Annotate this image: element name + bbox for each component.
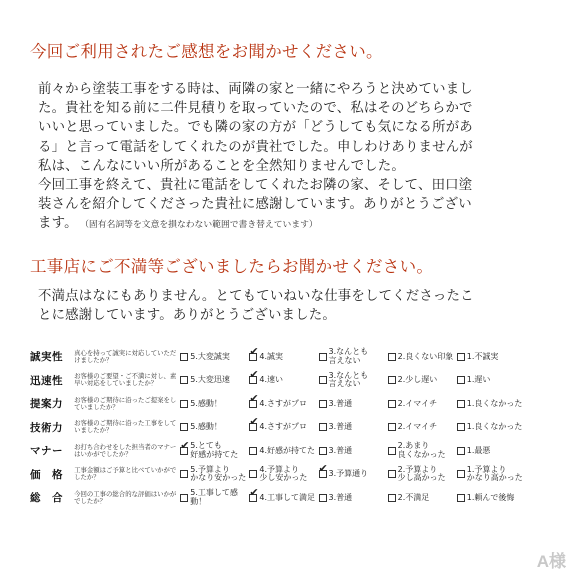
survey-option (180, 463, 249, 487)
checkbox (180, 376, 188, 384)
section1-title: 今回ご利用されたご感想をお聞かせください。 (30, 42, 383, 61)
survey-option (249, 345, 318, 369)
option-label: 3.予算通り (328, 469, 369, 479)
checked-checkbox (249, 353, 257, 361)
survey-option (457, 463, 526, 487)
option-label: 4.誠実 (259, 351, 284, 361)
survey-option (388, 369, 457, 393)
checkbox (388, 400, 396, 408)
survey-row (30, 416, 526, 440)
survey-category: 総 合 (30, 492, 63, 505)
survey-row (30, 486, 526, 510)
survey-row (30, 463, 526, 487)
option-label: 4.工事して満足 (259, 492, 316, 502)
checkbox (457, 494, 465, 502)
checkbox (457, 353, 465, 361)
answer-line: いいと思っていました。でも隣の家の方が「どうしても気になる所があ (38, 120, 473, 136)
survey-option (249, 463, 318, 487)
option-label: 5.とても 好感が持てた (190, 441, 239, 459)
checkbox (457, 447, 465, 455)
survey-table (30, 345, 526, 510)
option-label: 1.不誠実 (466, 351, 499, 361)
option-label: 1.最悪 (466, 445, 491, 455)
checkbox (319, 423, 327, 431)
checked-checkbox (249, 400, 257, 408)
answer-line: 今回工事を終えて、貴社に電話をしてくれたお隣の家、そして、田口塗 (38, 178, 473, 194)
survey-question: お客様のご期待に沿った工事をしていましたか？ (74, 419, 177, 435)
checkbox (388, 470, 396, 478)
survey-question: 今回の工事の総合的な評価はいかがでしたか？ (74, 489, 177, 505)
option-label: 2.良くない印象 (397, 351, 454, 361)
survey-option (249, 392, 318, 416)
section2-answer (38, 287, 554, 325)
checkbox (319, 400, 327, 408)
survey-option (180, 392, 249, 416)
checked-checkbox (249, 376, 257, 384)
option-label: 2.少し遅い (397, 375, 438, 385)
survey-option (319, 486, 388, 510)
option-label: 4.さすがプロ (259, 398, 308, 408)
survey-row (30, 369, 526, 393)
answer-line: 不満点はなにもありません。とてもていねいな仕事をしてくださったこ (38, 289, 474, 304)
option-label: 2.イマイチ (397, 398, 438, 408)
option-label: 3.普通 (328, 445, 353, 455)
survey-question: 真心を持って誠実に対応していただけましたか？ (74, 348, 177, 364)
survey-option (457, 416, 526, 440)
option-label: 1.良くなかった (466, 422, 523, 432)
survey-option (319, 463, 388, 487)
checkbox (319, 376, 327, 384)
section2-title: 工事店にご不満等ございましたらお聞かせください。 (30, 257, 434, 276)
answer-line: とに感謝しています。ありがとうございました。 (38, 308, 336, 324)
survey-option (319, 416, 388, 440)
survey-question: お打ち合わせをした担当者のマナーはいかがでしたか？ (74, 442, 177, 458)
option-label: 3.なんとも 言えない (328, 347, 369, 365)
answer-line: 装さんを紹介してくださった貴社に感謝しています。ありがとうござい (38, 197, 472, 213)
option-label: 1.予算より かなり高かった (466, 464, 523, 483)
survey-option (388, 345, 457, 369)
survey-question: お客様のご期待に沿ったご提案をしていましたか？ (74, 395, 177, 411)
option-label: 2.イマイチ (397, 422, 438, 432)
survey-row (30, 439, 526, 463)
survey-question: 工事金額はご予算と比べていかがでしたか？ (74, 466, 177, 482)
checkbox (388, 494, 396, 502)
option-label: 5.大変誠実 (190, 351, 230, 361)
survey-option (457, 439, 526, 463)
checkbox (180, 353, 188, 361)
survey-option (457, 486, 526, 510)
option-label: 2.あまり 良くなかった (397, 441, 446, 459)
survey-option (457, 345, 526, 369)
survey-option (319, 345, 388, 369)
survey-category: 価 格 (30, 468, 63, 481)
option-label: 3.なんとも 言えない (328, 370, 369, 389)
checked-checkbox (180, 447, 188, 455)
checkbox (388, 447, 396, 455)
survey-question: お客様のご要望・ご不満に対し、素早い対応をしていましたか？ (74, 372, 177, 388)
option-label: 2.予算より 少し高かった (397, 464, 446, 483)
survey-option (180, 345, 249, 369)
option-label: 5.予算より かなり安かった (190, 464, 247, 483)
survey-option (388, 439, 457, 463)
checked-checkbox (249, 494, 257, 502)
option-label: 3.普通 (328, 492, 353, 502)
survey-category: 技術力 (30, 421, 63, 434)
checkbox (249, 470, 257, 478)
survey-category: 迅速性 (30, 374, 63, 387)
survey-option (319, 369, 388, 393)
option-label: 1.良くなかった (466, 398, 523, 408)
option-label: 2.不満足 (397, 492, 430, 502)
answer-line: 前々から塗装工事をする時は、両隣の家と一緒にやろうと決めていまし (38, 82, 473, 97)
survey-option (249, 369, 318, 393)
option-label: 3.普通 (328, 422, 353, 432)
survey-option (319, 392, 388, 416)
checkbox (180, 494, 188, 502)
option-label: 5.大変迅速 (190, 375, 230, 385)
option-label: 5.感動！ (190, 398, 222, 408)
option-label: 1.遅い (466, 375, 491, 385)
checkbox (180, 470, 188, 478)
survey-option (457, 392, 526, 416)
survey-option (249, 486, 318, 510)
survey-category: マナー (30, 445, 63, 458)
checkbox (457, 376, 465, 384)
survey-row (30, 392, 526, 416)
survey-option (180, 369, 249, 393)
option-label: 4.速い (259, 375, 284, 385)
survey-option (388, 486, 457, 510)
checkbox (319, 494, 327, 502)
option-label: 4.さすがプロ (259, 422, 308, 432)
option-label: 4.予算より 少し安かった (259, 464, 308, 483)
option-label: 5.工事して感動！ (190, 488, 238, 506)
checked-checkbox (249, 423, 257, 431)
survey-option (180, 439, 249, 463)
option-label: 4.好感が持てた (259, 445, 316, 455)
checkbox (319, 353, 327, 361)
answer-line: ます。 （固有名詞等を文意を損なわない範囲で書き替えています） (38, 216, 318, 232)
survey-option (388, 392, 457, 416)
checkbox (457, 400, 465, 408)
option-label: 1.頼んで後悔 (466, 492, 515, 502)
checkbox (388, 353, 396, 361)
customer-signature: A様 (536, 552, 566, 571)
survey-option (249, 439, 318, 463)
checkbox (457, 470, 465, 478)
checkbox (180, 423, 188, 431)
checkbox (457, 423, 465, 431)
survey-option (388, 416, 457, 440)
checked-checkbox (319, 470, 327, 478)
survey-option (319, 439, 388, 463)
checkbox (388, 423, 396, 431)
answer-line: た。貴社を知る前に二件見積りを取っていたので、私はそのどちらかで (38, 101, 473, 117)
survey-category: 提案力 (30, 398, 63, 411)
section1-answer (38, 80, 554, 236)
rewrite-note: （固有名詞等を文意を損なわない範囲で書き替えています） (84, 220, 318, 231)
checkbox (180, 400, 188, 408)
answer-line: 私は、こんなにいい所があることを全然知りませんでした。 (38, 158, 405, 174)
survey-row (30, 345, 526, 369)
survey-option (180, 486, 249, 510)
survey-option (180, 416, 249, 440)
survey-category: 誠実性 (30, 351, 63, 364)
survey-option (457, 369, 526, 393)
checkbox (388, 376, 396, 384)
survey-option (249, 416, 318, 440)
option-label: 3.普通 (328, 398, 353, 408)
answer-line: る」と言って電話をしてくれたのが貴社でした。申しわけありませんが (38, 139, 473, 155)
checkbox (249, 447, 257, 455)
survey-option (388, 463, 457, 487)
option-label: 5.感動！ (190, 422, 222, 432)
checkbox (319, 447, 327, 455)
